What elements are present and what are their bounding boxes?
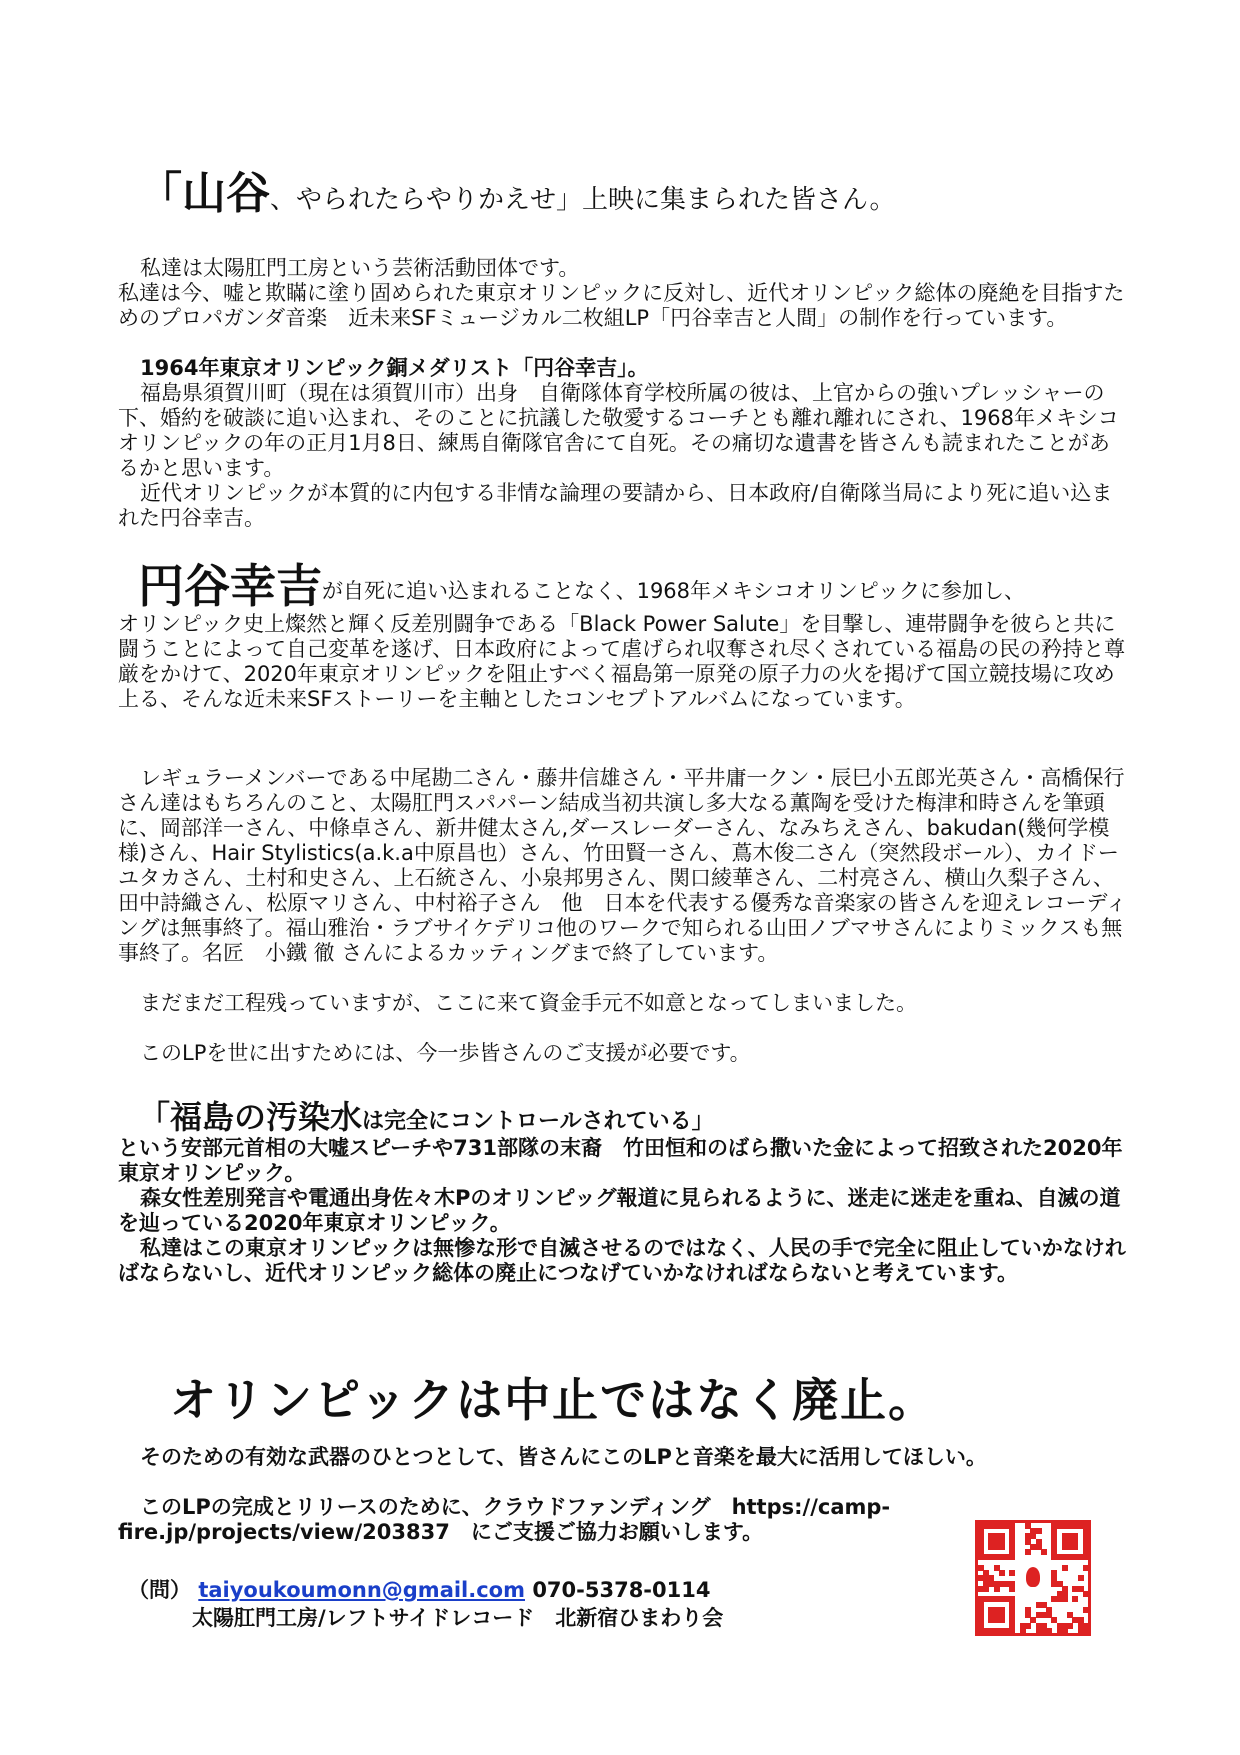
qr-module (988, 1612, 994, 1618)
qr-module (978, 1617, 984, 1623)
qr-module (988, 1523, 994, 1529)
qr-module (978, 1549, 984, 1555)
qr-module (1009, 1612, 1015, 1618)
qr-module (999, 1612, 1005, 1618)
qr-module (994, 1544, 1000, 1550)
contact-phone: 070-5378-0114 (532, 1578, 711, 1602)
qr-module (983, 1581, 989, 1587)
qr-module (988, 1533, 994, 1539)
qr-module (1025, 1612, 1031, 1618)
qr-module (1062, 1591, 1068, 1597)
qr-module (1036, 1528, 1042, 1534)
section2-title-rest: が自死に追い込まれることなく、1968年メキシコオリンピックに参加し、 (322, 579, 1025, 603)
qr-module (1004, 1523, 1010, 1529)
qr-module (1072, 1586, 1078, 1592)
qr-module (999, 1617, 1005, 1623)
contact-orgs: 太陽肛門工房/レフトサイドレコード 北新宿ひまわり会 (192, 1606, 724, 1630)
qr-module (1009, 1554, 1015, 1560)
contact-label: （問） (128, 1578, 191, 1602)
qr-module (978, 1586, 984, 1592)
qr-module (1004, 1554, 1010, 1560)
qr-module (978, 1523, 984, 1529)
qr-module (978, 1544, 984, 1550)
qr-module (1083, 1554, 1089, 1560)
qr-module (1030, 1544, 1036, 1550)
qr-module (1072, 1539, 1078, 1545)
qr-module (978, 1607, 984, 1613)
qr-module (978, 1596, 984, 1602)
qr-module (988, 1607, 994, 1613)
qr-module (1009, 1544, 1015, 1550)
qr-module (999, 1544, 1005, 1550)
qr-module (1051, 1617, 1057, 1623)
qr-module (1078, 1623, 1084, 1629)
qr-module (1078, 1586, 1084, 1592)
qr-module (1009, 1586, 1015, 1592)
qr-module (1078, 1575, 1084, 1581)
qr-module (1025, 1623, 1031, 1629)
qr-module (1009, 1607, 1015, 1613)
section3-p2: 森女性差別発言や電通出身佐々木Pのオリンピッグ報道に見られるように、迷走に迷走を重ね、自滅の道を辿っている2020年東京オリンピック。 (118, 1186, 1121, 1235)
qr-module (1009, 1523, 1015, 1529)
qr-module (1036, 1544, 1042, 1550)
qr-module (1078, 1628, 1084, 1634)
qr-module (1067, 1612, 1073, 1618)
qr-module (994, 1554, 1000, 1560)
qr-module (1062, 1565, 1068, 1571)
section1-title (138, 168, 896, 222)
qr-module (994, 1586, 1000, 1592)
qr-module (1030, 1617, 1036, 1623)
section2-body: オリンピック史上燦然と輝く反差別闘争である「Black Power Salute」を目撃し、連帯闘争を彼らと共に闘うことによって自己変革を遂げ、日本政府によって虐げられ収奪され尽くされている福島の民の矜持と尊厳をかけて、2020年東京オリンピックを阻止すべく福島第一原発の原子力の火を掲げて国立競技場に攻め上る、そんな近未来SFストーリーを主軸としたコンセプトアルバムになっています。 (118, 612, 1126, 711)
section3-p3: 私達はこの東京オリンピックは無惨な形で自滅させるのではなく、人民の手で完全に阻止していかなければならないし、近代オリンピック総体の廃止につなげていかなければならないと考えています。 (118, 1236, 1126, 1285)
qr-module (1062, 1533, 1068, 1539)
qr-module (1036, 1539, 1042, 1545)
qr-module (1067, 1533, 1073, 1539)
qr-module (1009, 1596, 1015, 1602)
qr-module (1004, 1581, 1010, 1587)
qr-module (1009, 1581, 1015, 1587)
qr-module (1051, 1523, 1057, 1529)
qr-module (1062, 1523, 1068, 1529)
qr-module (1057, 1554, 1063, 1560)
qr-module (1051, 1554, 1057, 1560)
qr-module (1083, 1523, 1089, 1529)
qr-module (1051, 1575, 1057, 1581)
qr-module (994, 1612, 1000, 1618)
qr-module (983, 1628, 989, 1634)
qr-module (1030, 1533, 1036, 1539)
qr-module (1041, 1549, 1047, 1555)
section2-title-big: 円谷幸吉 (138, 559, 322, 613)
qr-module (1025, 1607, 1031, 1613)
qr-module (983, 1523, 989, 1529)
qr-module (988, 1554, 994, 1560)
qr-module (1072, 1596, 1078, 1602)
qr-module (978, 1554, 984, 1560)
qr-module (983, 1554, 989, 1560)
qr-module (1025, 1549, 1031, 1555)
qr-module (1041, 1612, 1047, 1618)
qr-module (978, 1528, 984, 1534)
qr-module (978, 1565, 984, 1571)
qr-module (1004, 1628, 1010, 1634)
qr-module (1062, 1586, 1068, 1592)
slogan-heading: オリンピックは中止ではなく廃止。 (170, 1373, 937, 1427)
qr-module (1072, 1544, 1078, 1550)
qr-module (1046, 1612, 1052, 1618)
qr-module (1067, 1544, 1073, 1550)
qr-module (1057, 1628, 1063, 1634)
qr-module (1051, 1539, 1057, 1545)
qr-module (1057, 1591, 1063, 1597)
qr-module (978, 1533, 984, 1539)
qr-module (983, 1570, 989, 1576)
qr-module (1025, 1533, 1031, 1539)
qr-module (1062, 1623, 1068, 1629)
section1-p4: 福島県須賀川町（現在は須賀川市）出身 自衛隊体育学校所属の彼は、上官からの強いプレッシャーの下、婚約を破談に追い込まれ、そのことに抗議した敬愛するコーチとも離れ離れにされ、1968年メキシコオリンピックの年の正月1月8日、練馬自衛隊官舎にて自死。その痛切な遺書を皆さんも読まれたことがあるかと思います。 (118, 381, 1119, 480)
section1-title-small: 、やられたらやりかえせ」上映に集まられた皆さん。 (270, 185, 896, 215)
qr-module (994, 1607, 1000, 1613)
qr-module (1067, 1554, 1073, 1560)
qr-module (1046, 1607, 1052, 1613)
qr-module (1030, 1528, 1036, 1534)
qr-module (1083, 1539, 1089, 1545)
qr-module (1009, 1623, 1015, 1629)
qr-module (1009, 1628, 1015, 1634)
qr-module (978, 1575, 984, 1581)
qr-module (1072, 1533, 1078, 1539)
qr-module (994, 1539, 1000, 1545)
qr-module (1067, 1539, 1073, 1545)
section4-p2: このLPの完成とリリースのために、クラウドファンディング https://camp-fire.jp/projects/view/203837 にご支援ご協力お願いします。 (118, 1495, 891, 1544)
qr-module (1062, 1554, 1068, 1560)
section3-title-big: 「福島の汚染水 (138, 1098, 363, 1136)
qr-module (988, 1544, 994, 1550)
section3-title (138, 1099, 714, 1140)
qr-module (1078, 1617, 1084, 1623)
qr-module (1051, 1533, 1057, 1539)
qr-module (978, 1628, 984, 1634)
qr-module (1062, 1596, 1068, 1602)
qr-module (1072, 1554, 1078, 1560)
qr-module (1009, 1617, 1015, 1623)
qr-module (994, 1533, 1000, 1539)
qr-module (999, 1607, 1005, 1613)
qr-module (994, 1628, 1000, 1634)
qr-module (1051, 1570, 1057, 1576)
qr-module (1009, 1549, 1015, 1555)
qr-module (1062, 1539, 1068, 1545)
qr-module (1020, 1628, 1026, 1634)
qr-module (983, 1596, 989, 1602)
qr-module (1036, 1612, 1042, 1618)
qr-module (1051, 1549, 1057, 1555)
qr-module (983, 1586, 989, 1592)
qr-module (1051, 1544, 1057, 1550)
qr-module (1009, 1602, 1015, 1608)
qr-module (978, 1612, 984, 1618)
qr-module (999, 1533, 1005, 1539)
qr-module (999, 1539, 1005, 1545)
qr-module (1062, 1628, 1068, 1634)
qr-module (1009, 1528, 1015, 1534)
qr-module (994, 1617, 1000, 1623)
qr-module (1083, 1628, 1089, 1634)
qr-module (1041, 1628, 1047, 1634)
qr-module (1062, 1544, 1068, 1550)
qr-module (1067, 1623, 1073, 1629)
qr-module (1083, 1528, 1089, 1534)
section1-p5: 近代オリンピックが本質的に内包する非情な論理の要請から、日本政府/自衛隊当局により死に追い込まれた円谷幸吉。 (118, 481, 1113, 530)
section3-p1: という安部元首相の大嘘スピーチや731部隊の末裔 竹田恒和のばら撒いた金によって招致された2020年東京オリンピック。 (118, 1136, 1123, 1185)
qr-module (1025, 1523, 1031, 1529)
qr-module (988, 1539, 994, 1545)
qr-module (1057, 1581, 1063, 1587)
qr-module (1067, 1523, 1073, 1529)
qr-module (1083, 1565, 1089, 1571)
qr-module (1009, 1533, 1015, 1539)
qr-module (1051, 1596, 1057, 1602)
qr-module (1020, 1623, 1026, 1629)
qr-module (988, 1617, 994, 1623)
section2-title (138, 560, 1138, 612)
qr-module (988, 1575, 994, 1581)
qr-module (1009, 1539, 1015, 1545)
qr-module (1025, 1539, 1031, 1545)
qr-module (994, 1596, 1000, 1602)
section1-p2: 私達は今、嘘と欺瞞に塗り固められた東京オリンピックに反対し、近代オリンピック総体の廃絶を目指すためのプロパガンダ音楽 近未来SFミュージカル二枚組LP「円谷幸吉と人間」の制作を行っています。 (118, 281, 1125, 330)
qr-module (999, 1554, 1005, 1560)
qr-module (1004, 1596, 1010, 1602)
qr-module (1009, 1570, 1015, 1576)
qr-module (1078, 1523, 1084, 1529)
qr-module (1036, 1623, 1042, 1629)
qr-module (999, 1523, 1005, 1529)
qr-module (1057, 1596, 1063, 1602)
qr-module (999, 1628, 1005, 1634)
qr-module (978, 1602, 984, 1608)
qr-module (988, 1596, 994, 1602)
qr-module (1046, 1628, 1052, 1634)
qr-module (1083, 1591, 1089, 1597)
section1-title-big: 「山谷 (138, 168, 270, 219)
qr-code-icon[interactable] (975, 1520, 1091, 1636)
qr-module (1083, 1549, 1089, 1555)
qr-module (1078, 1554, 1084, 1560)
qr-module (1083, 1533, 1089, 1539)
qr-module (1083, 1623, 1089, 1629)
qr-module (1041, 1602, 1047, 1608)
qr-module (1083, 1544, 1089, 1550)
qr-module (1083, 1607, 1089, 1613)
qr-module (1057, 1623, 1063, 1629)
qr-module (988, 1628, 994, 1634)
qr-module (978, 1623, 984, 1629)
qr-module (1057, 1523, 1063, 1529)
section4-p1: そのための有効な武器のひとつとして、皆さんにこのLPと音楽を最大に活用してほしい。 (140, 1445, 987, 1469)
qr-module (1072, 1617, 1078, 1623)
qr-module (999, 1581, 1005, 1587)
contact-email-link[interactable]: taiyoukoumonn@gmail.com (198, 1578, 525, 1602)
qr-module (994, 1581, 1000, 1587)
qr-module (999, 1570, 1005, 1576)
section2-members: レギュラーメンバーである中尾勘二さん・藤井信雄さん・平井庸一クン・辰巳小五郎光英さん・高橋保行さん達はもちろんのこと、太陽肛門スパパーン結成当初共演し多大なる薫陶を受けた梅津和時さんを筆頭に、岡部洋一さん、中條卓さん、新井健太さん,ダースレーダーさん、なみちえさん、bakudan(幾何学模様)さん、Hair Stylistics(a.k.a中原昌也）さん、竹田賢一さん、蔦木俊二さん（突然段ボール）、カイドーユタカさん、土村和史さん、上石統さん、小泉邦男さん、関口綾華さん、二村亮さん、横山久梨子さん、田中詩織さん、松原マリさん、中村裕子さん 他 日本を代表する優秀な音楽家の皆さんを迎えレコーディングは無事終了。福山雅治・ラブサイケデリコ他のワークで知られる山田ノブマサさんによりミックスも無事終了。名匠 小鐵 徹 さんによるカッティングまで終了しています。 (118, 766, 1127, 965)
qr-module (994, 1565, 1000, 1571)
qr-module (994, 1523, 1000, 1529)
qr-module (988, 1581, 994, 1587)
flame-icon (1018, 1559, 1048, 1595)
qr-module (1051, 1528, 1057, 1534)
section2-support: このLPを世に出すためには、今一歩皆さんのご支援が必要です。 (140, 1041, 751, 1065)
qr-module (1051, 1581, 1057, 1587)
section3-title-rest: は完全にコントロールされている」 (362, 1109, 714, 1134)
section1-p1: 私達は太陽肛門工房という芸術活動団体です。 (140, 256, 580, 280)
qr-module (978, 1539, 984, 1545)
qr-module (983, 1575, 989, 1581)
qr-module (999, 1596, 1005, 1602)
qr-module (1036, 1602, 1042, 1608)
qr-module (1036, 1628, 1042, 1634)
qr-module (1041, 1623, 1047, 1629)
section1-p3: 1964年東京オリンピック銅メダリスト「円谷幸吉」。 (140, 356, 649, 380)
section2-remaining: まだまだ工程残っていますが、ここに来て資金手元不如意となってしまいました。 (140, 991, 917, 1015)
qr-module (1072, 1523, 1078, 1529)
